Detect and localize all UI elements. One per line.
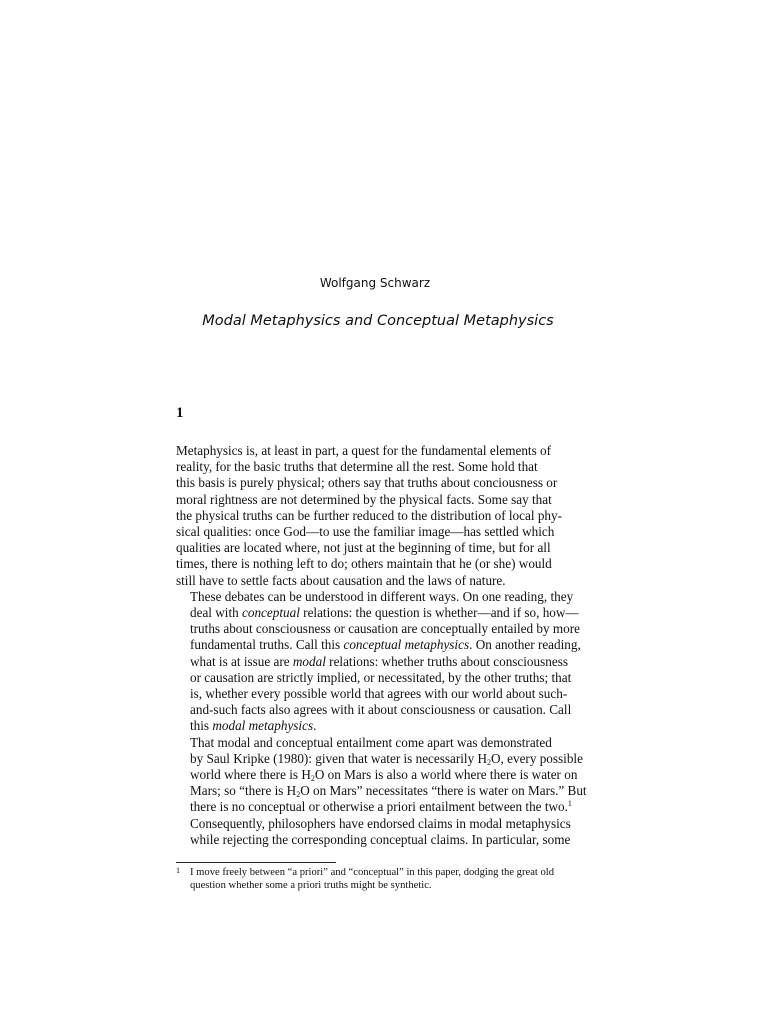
paper-title: Modal Metaphysics and Conceptual Metaphysics — [202, 313, 554, 329]
text-line: while rejecting the corresponding conceptual claims. In particular, some — [190, 831, 571, 847]
subscript: 2 — [296, 790, 301, 800]
text-line: qualities are located where, not just at the beginning of time, but for all — [176, 540, 551, 556]
emphasis: modal metaphysics — [212, 718, 314, 734]
text-line: or causation are strictly implied, or necessitated, by the other truths; that — [190, 669, 572, 685]
text-line: These debates can be understood in different ways. On one reading, they — [190, 588, 574, 604]
text-line: Metaphysics is, at least in part, a quest for the fundamental elements of — [176, 443, 552, 458]
text-line: Mars; so “there is $H_2O$ on Mars” necessitates “there is water on Mars.” But — [190, 783, 587, 800]
text-line: what is at issue are modal relations: whether truths about consciousness — [190, 653, 568, 669]
emphasis: conceptual — [242, 605, 300, 621]
text-line: by Saul Kripke (1980): given that water is necessarily $H_2O$, every possible — [190, 750, 583, 767]
subscript: 2 — [487, 757, 492, 767]
paragraph-3 — [176, 734, 587, 816]
section-heading: 1 — [176, 405, 184, 421]
text-line: still have to settle facts about causation and the laws of nature. — [176, 572, 506, 588]
footnote-text: I move freely between “a priori” and “conceptual” in this paper, dodging the great old question whether some a priori truths might be synthetic. — [190, 867, 555, 891]
text-line: truths about consciousness or causation are conceptually entailed by more — [190, 621, 581, 637]
text-line: and-such facts also agrees with it about consciousness or causation. Call — [190, 702, 572, 718]
text-line: moral rightness are not determined by the physical facts. Some say that — [176, 491, 552, 507]
paragraph-1 — [176, 443, 578, 589]
text-line: Consequently, philosophers have endorsed claims in modal metaphysics — [190, 815, 571, 831]
text-line: is, whether every possible world that agrees with our world about such- — [190, 686, 568, 702]
paragraph-4 — [176, 816, 578, 848]
text-line: fundamental truths. Call this conceptual metaphysics. On another reading, — [190, 637, 581, 653]
text-line: reality, for the basic truths that determine all the rest. Some hold that — [176, 459, 538, 475]
emphasis: modal — [292, 653, 326, 669]
paragraph-2 — [176, 588, 581, 735]
text-line: world where there is $H_2O$ on Mars is also a world where there is water on — [190, 767, 578, 784]
text-line: this basis is purely physical; others say that truths about conciousness or — [176, 475, 558, 491]
text-line: there is no conceptual or otherwise a priori entailment between the two.$^1$ — [190, 799, 572, 815]
text-line: times, there is nothing left to do; others maintain that he (or she) would — [176, 556, 552, 572]
text-line: That modal and conceptual entailment come apart was demonstrated — [190, 734, 552, 750]
footnote-reference[interactable]: 1 — [567, 799, 572, 809]
text-line: sical qualities: once God—to use the familiar image—has settled which — [176, 524, 555, 540]
author-name: Wolfgang Schwarz — [319, 276, 431, 290]
subscript: 2 — [310, 774, 315, 784]
text-line: this modal metaphysics. — [190, 718, 317, 734]
footnote-divider — [176, 862, 336, 863]
footnote — [176, 866, 578, 892]
text-line: the physical truths can be further reduced to the distribution of local phy- — [176, 507, 562, 523]
emphasis: conceptual metaphysics — [343, 637, 470, 653]
footnote-mark: 1 — [176, 866, 180, 875]
body-text — [176, 443, 587, 848]
text-line: deal with conceptual relations: the question is whether—and if so, how— — [190, 605, 579, 621]
